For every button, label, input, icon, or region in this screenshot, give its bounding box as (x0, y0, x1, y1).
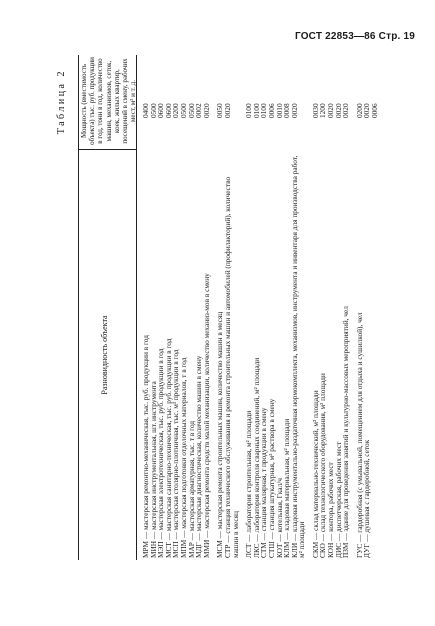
row-value: 0020 (362, 103, 372, 118)
row-value: 0500 (148, 103, 158, 118)
row-description: МРМ — мастерская ремонтно-механическая, тыс. руб. продукции в год (141, 335, 150, 558)
table-frame (78, 55, 418, 560)
column-header-value: Мощность (вместимость объекта) тыс. руб. продукции в год, тонн в год, количество машин, механизмов, сеток, коек, жилых квартир, посещений в смену, рабочих мест, м² и т. д. (80, 57, 138, 145)
row-value: 0020 (333, 103, 343, 118)
page-header (295, 31, 415, 42)
row-description: ЛКС — лаборатория контроля сварных соединений, м² площади (251, 357, 261, 558)
row-description: КОН — контора, рабочих мест (326, 462, 336, 558)
table-row (342, 55, 350, 560)
row-description: СКО — склад технологического оборудования, м² площади (318, 373, 328, 558)
row-description: ДИС — диспетчерская, рабочих мест (333, 441, 343, 558)
row-description: СТР — станция технического обслуживания и ремонта строительных машин и автомобилей (профилакторий), количество машин в месяц (222, 176, 240, 558)
row-value: 0002 (194, 103, 204, 118)
row-description: СТШ — станция штукатурная, м³ раствора в смену (266, 398, 276, 558)
row-description: МИН — мастерская инструментальная, шт. инструмента (148, 381, 158, 558)
table-row (224, 55, 239, 560)
row-value: 0006 (370, 103, 380, 118)
page-number: 19 (403, 31, 415, 42)
row-description: МПМ — мастерская подготовки отделочных материалов, т в год (178, 357, 188, 558)
row-value: 0400 (141, 103, 150, 118)
row-value: 0100 (251, 103, 261, 118)
row-value: 0600 (156, 103, 166, 118)
row-description: МСТ — мастерская санитарно-техническая, тыс. руб. продукции в год (163, 338, 173, 558)
row-value: 0600 (163, 103, 173, 118)
table-row (291, 55, 306, 560)
row-description: МСМ — мастерская ремонта строительных машин, количество машин в месяц (215, 311, 225, 558)
table-label: Таблица 2 (56, 69, 67, 135)
row-description: МДГ — мастерская диагностическая, количество машин в смену (194, 355, 204, 558)
row-value: 0020 (341, 103, 351, 118)
row-value: 0500 (178, 103, 188, 118)
row-value: 1200 (318, 103, 328, 118)
row-value: 0100 (259, 103, 269, 118)
row-value: 0050 (215, 103, 225, 118)
row-value: 0020 (201, 103, 211, 118)
column-header-name: Разновидность объекта (100, 315, 109, 395)
row-value: 0008 (282, 103, 292, 118)
table-row (371, 55, 379, 560)
row-description: ДУГ — душевая с гардеробной, сеток (362, 439, 372, 558)
row-value: 0100 (244, 103, 254, 118)
row-description: КОТ — котельная, Гкал/ч (274, 478, 284, 558)
row-description: СТМ — станция малярная, т продукции в смену (259, 407, 269, 558)
row-value: 0010 (274, 103, 284, 118)
row-value: 0020 (326, 103, 336, 118)
row-description: ПЗМ — здание для проведения занятий и культурно-массовых мероприятий, чел (341, 306, 351, 558)
row-description: МЭП — мастерская электротехническая, тыс. руб. продукции в год (156, 348, 166, 558)
row-value: 0020 (289, 103, 299, 118)
table-body (142, 55, 379, 560)
page-label: Стр. (378, 31, 401, 42)
rotated-table-page (56, 55, 421, 560)
row-value: 0500 (186, 103, 196, 118)
row-description (371, 154, 379, 560)
row-value: 0200 (354, 103, 364, 118)
row-description: КЛМ — кладовая материальная, м² площади (282, 418, 292, 558)
row-description: ЛСТ — лаборатория строительная, м² площади (244, 410, 254, 558)
row-value: 0200 (171, 103, 181, 118)
table-top-rule (78, 55, 79, 560)
standard-code: ГОСТ 22853—86 (294, 31, 376, 42)
row-description: МАР — мастерская арматурная, тыс. т в год (186, 420, 196, 558)
row-description: ГУС — гардеробная (с умывальной, помещением для отдыха и сушилкой), чел (354, 312, 364, 558)
row-description: МСП — мастерская столярно-плотничная, тыс. м³ продукции в год (171, 349, 181, 558)
row-description: ММИ — мастерская ремонта средств малой механизации, количество механиз-мов в смену (201, 273, 211, 558)
row-description: КЛИ — кладовая инструментально-раздаточная нормокомплекта, механизмов, инструмента и инвентаря для производства работ, м² площади (289, 155, 307, 558)
row-value: 0020 (222, 103, 232, 118)
row-value: 0030 (310, 103, 320, 118)
table-row (203, 55, 211, 560)
row-description: СКМ — склад материально-технический, м² площади (310, 390, 320, 558)
table-row (363, 55, 371, 560)
row-value: 0006 (266, 103, 276, 118)
